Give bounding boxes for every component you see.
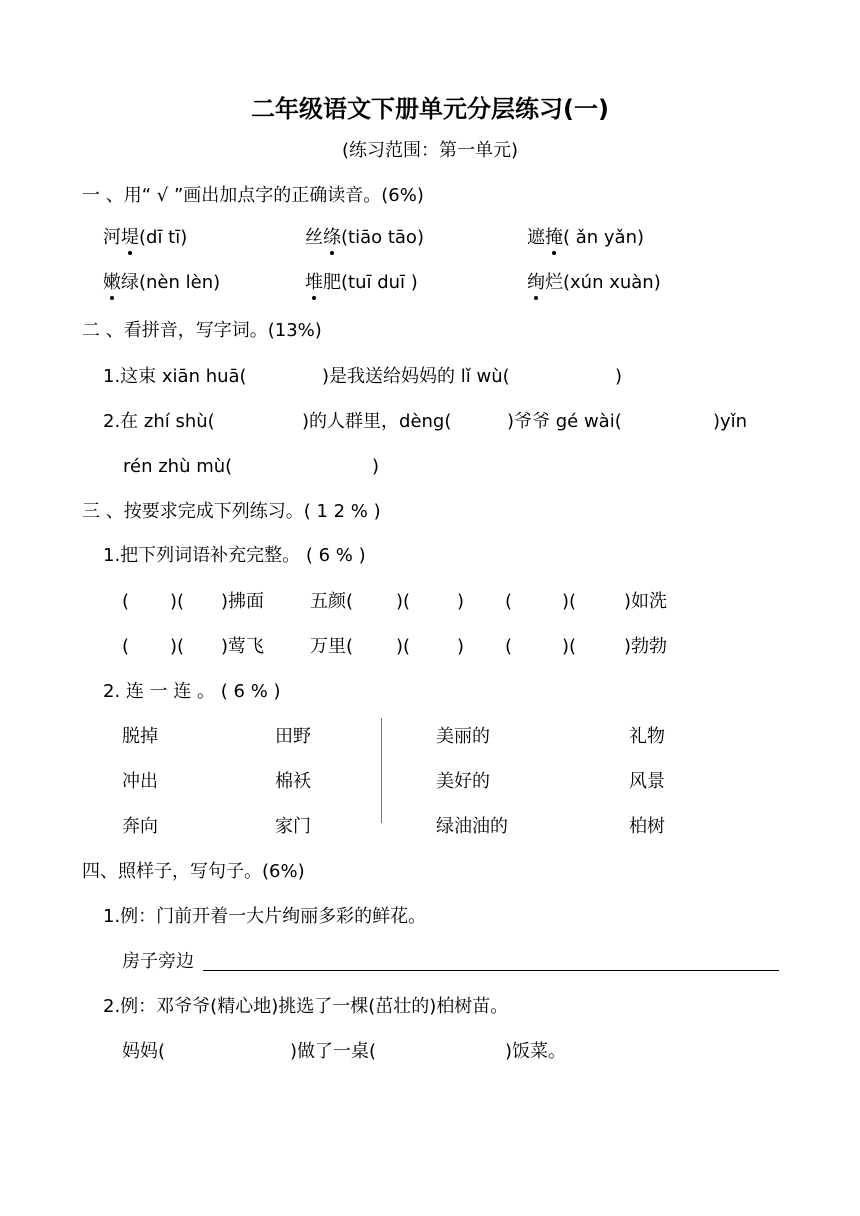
idiom-part: ( (505, 591, 513, 612)
fill-line-text: ) (372, 456, 380, 477)
fill-line-text: )是我送给妈妈的 lǐ wù( (322, 366, 510, 387)
pinyin-item: 河堤(dī tī) (103, 227, 188, 248)
pinyin-item: 绚烂(xún xuàn) (527, 272, 661, 293)
answer-prompt-2c: )饭菜。 (505, 1041, 567, 1062)
subquestion-2: 2. 连 一 连 。 ( 6 % ) (103, 681, 281, 702)
match-word: 柏树 (629, 816, 665, 837)
idiom-part: )( (170, 591, 185, 612)
match-word: 棉袄 (275, 771, 311, 792)
section2-heading: 二 、看拼音，写字词。(13%) (82, 320, 322, 341)
pinyin-item: 嫩绿(nèn lèn) (103, 272, 221, 293)
idiom-part: )( (170, 636, 185, 657)
idiom-part: )莺飞 (221, 636, 265, 657)
idiom-part: )( (396, 636, 411, 657)
match-word: 风景 (629, 771, 665, 792)
idiom-part: )勃勃 (624, 636, 668, 657)
match-word: 奔向 (122, 816, 158, 837)
idiom-part: )( (396, 591, 411, 612)
match-word: 绿油油的 (436, 816, 508, 837)
page-subtitle: (练习范围：第一单元) (341, 140, 519, 161)
idiom-part: ) (457, 636, 465, 657)
section4-heading: 四、照样子，写句子。(6%) (82, 861, 305, 882)
idiom-part: )如洗 (624, 591, 668, 612)
fill-line-text: ) (615, 366, 623, 387)
answer-prompt-2b: )做了一桌( (290, 1041, 377, 1062)
section3-heading: 三 、按要求完成下列练习。( 1 2 % ) (82, 501, 381, 522)
answer-prompt-1: 房子旁边 (122, 951, 194, 972)
pinyin-item: 堆肥(tuī duī ) (305, 272, 418, 293)
fill-line-text: 2.在 zhí shù( (103, 411, 215, 432)
match-word: 脱掉 (122, 726, 158, 747)
answer-underline (203, 970, 779, 971)
fill-line-text: )yǐn (713, 411, 748, 432)
answer-prompt-2a: 妈妈( (122, 1041, 166, 1062)
pinyin-item: 丝绦(tiāo tāo) (305, 227, 424, 248)
match-word: 冲出 (122, 771, 158, 792)
example-sentence-2: 2.例：邓爷爷(精心地)挑选了一棵(茁壮的)柏树苗。 (103, 996, 509, 1017)
subquestion-1: 1.把下列词语补充完整。 ( 6 % ) (103, 545, 366, 566)
match-word: 田野 (275, 726, 311, 747)
idiom-part: )( (562, 636, 577, 657)
idiom-part: )( (562, 591, 577, 612)
match-word: 美好的 (436, 771, 490, 792)
fill-line-text: )爷爷 gé wài( (507, 411, 622, 432)
match-word: 美丽的 (436, 726, 490, 747)
match-word: 礼物 (629, 726, 665, 747)
section1-heading: 一 、用“ √ ”画出加点字的正确读音。(6%) (82, 185, 424, 206)
fill-line-text: )的人群里，dèng( (302, 411, 452, 432)
idiom-part: ( (122, 636, 130, 657)
fill-line-text: rén zhù mù( (123, 456, 233, 477)
idiom-part: ( (505, 636, 513, 657)
fill-line-text: 1.这束 xiān huā( (103, 366, 247, 387)
pinyin-item: 遮掩( ǎn yǎn) (527, 227, 645, 248)
example-sentence-1: 1.例：门前开着一大片绚丽多彩的鲜花。 (103, 906, 427, 927)
page-title: 二年级语文下册单元分层练习(一) (251, 95, 609, 123)
idiom-part: )拂面 (221, 591, 265, 612)
idiom-part: ) (457, 591, 465, 612)
idiom-part: ( (122, 591, 130, 612)
divider-line (381, 718, 382, 823)
idiom-part: 五颜( (310, 591, 354, 612)
idiom-part: 万里( (310, 636, 354, 657)
match-word: 家门 (275, 816, 311, 837)
